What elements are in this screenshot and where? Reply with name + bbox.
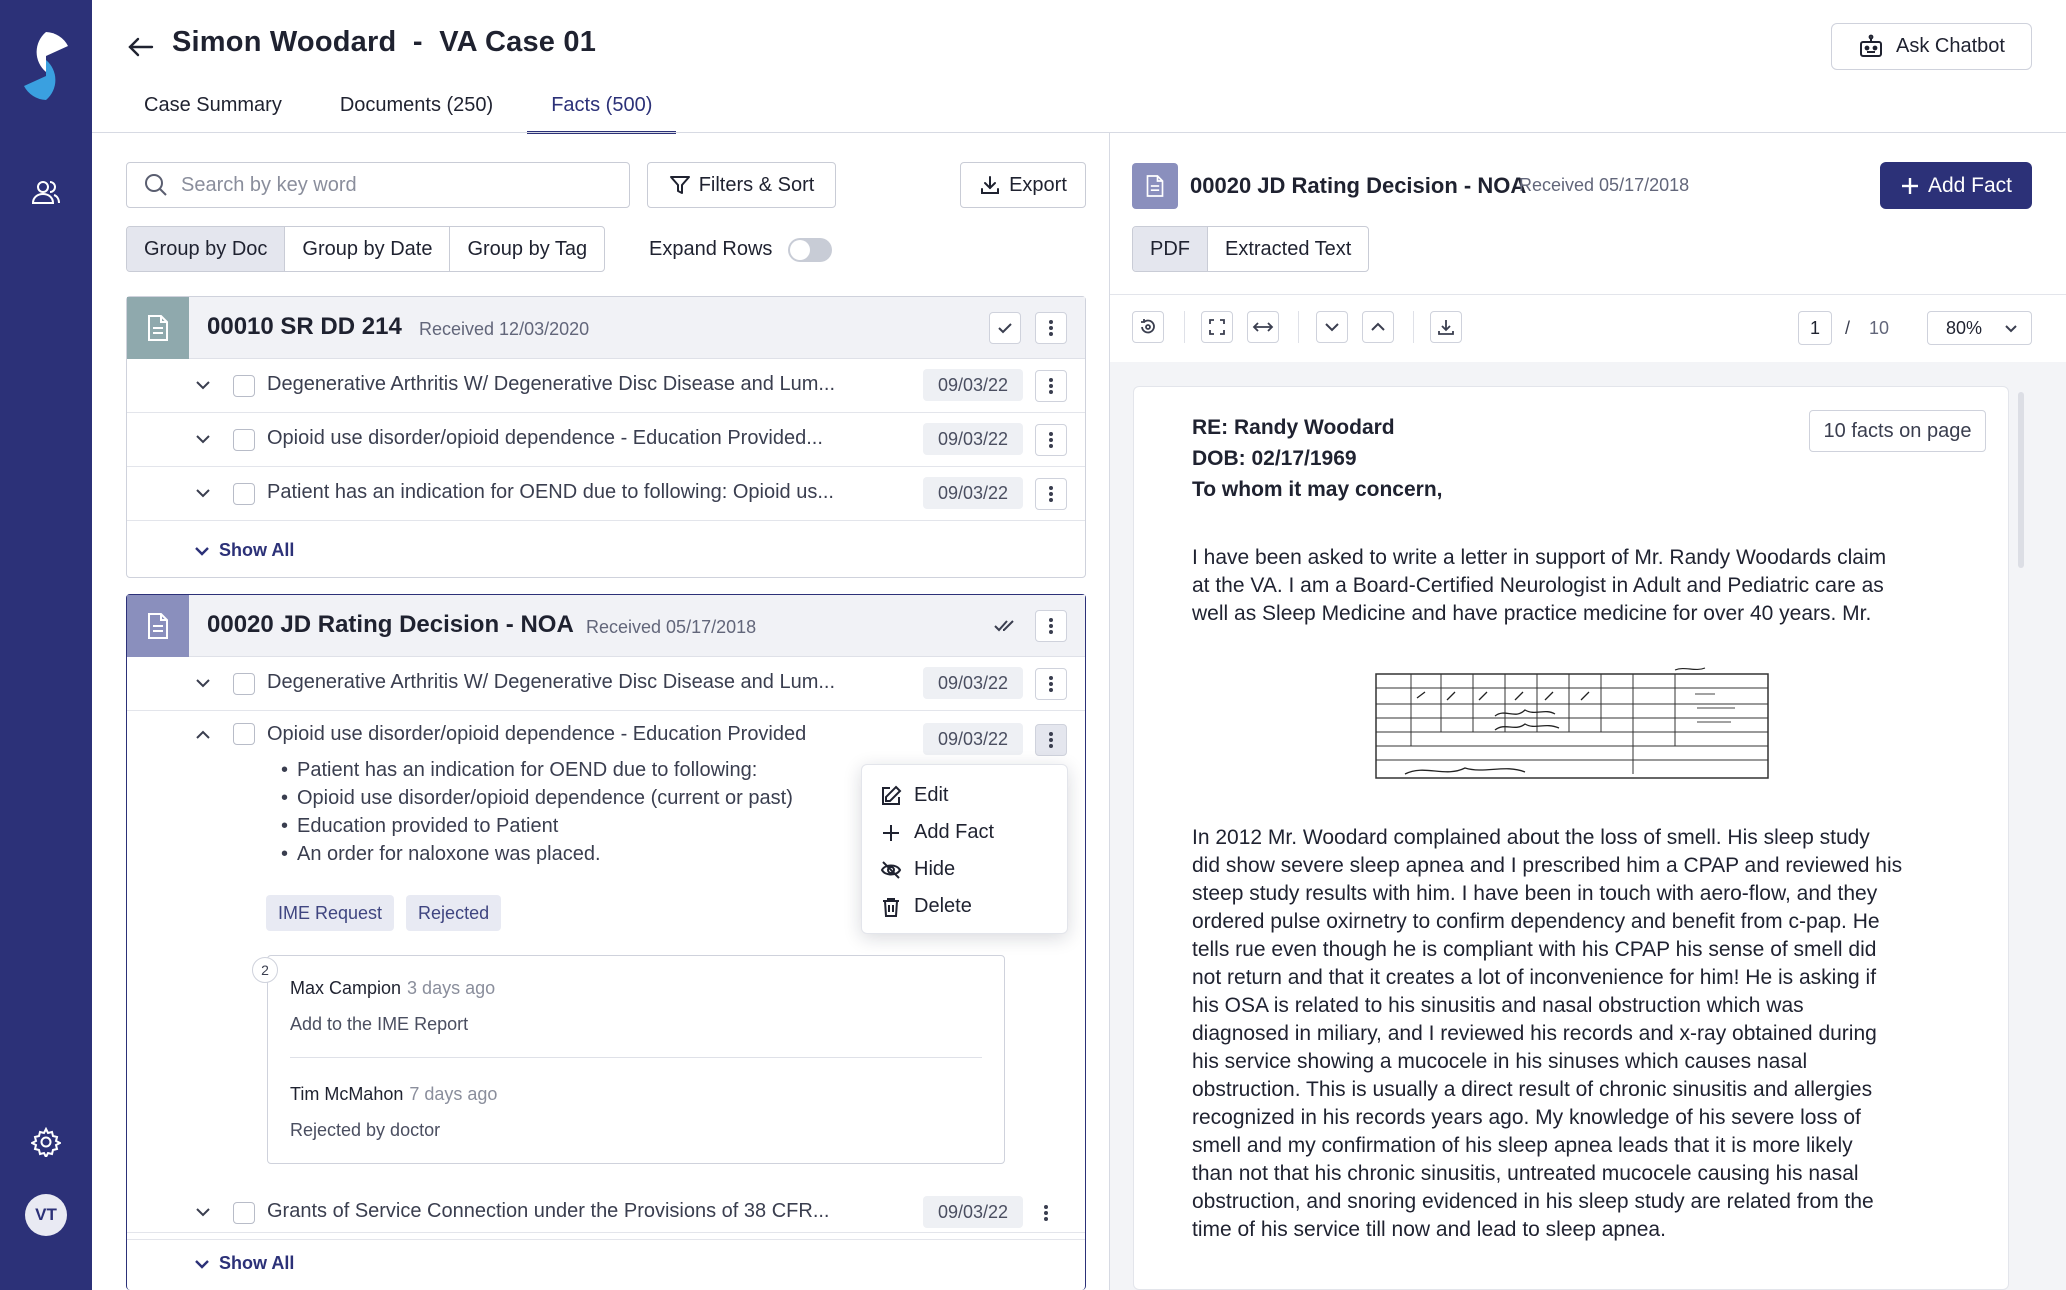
- show-all-link[interactable]: [193, 540, 294, 561]
- sidebar: [0, 0, 92, 1290]
- document-icon: [1132, 163, 1178, 209]
- letter-paragraph: I have been asked to write a letter in support of Mr. Randy Woodards claim at the VA. I am a Board-Certified Neurologist in Adult and Pediatric care as well as Sleep Medicine and have practice medicine for over 40 years. Mr.: [1192, 546, 1887, 625]
- more-vertical-icon[interactable]: [1043, 1204, 1049, 1222]
- fact-date: 09/03/22: [923, 723, 1023, 755]
- document-icon: [127, 595, 189, 657]
- comment-header: [290, 978, 495, 999]
- fact-more-button[interactable]: [1035, 724, 1067, 756]
- facts-on-page-badge[interactable]: 10 facts on page: [1809, 410, 1986, 452]
- chevron-down-icon[interactable]: [193, 1202, 213, 1222]
- tab-facts[interactable]: Facts (500): [527, 86, 676, 134]
- doc-name: 00020 JD Rating Decision - NOA: [207, 611, 574, 638]
- app-logo[interactable]: [16, 26, 76, 106]
- fact-date: 09/03/22: [923, 423, 1023, 455]
- letter-salutation: To whom it may concern,: [1192, 478, 1443, 501]
- approve-button[interactable]: [989, 312, 1021, 344]
- menu-item-hide[interactable]: [862, 851, 1067, 888]
- search-box[interactable]: [126, 162, 630, 208]
- page-number-input[interactable]: 1: [1798, 311, 1832, 345]
- tag-rejected[interactable]: Rejected: [406, 895, 501, 931]
- zoom-select[interactable]: [1927, 311, 2032, 345]
- fact-details-list: [281, 759, 793, 871]
- tag-ime-request[interactable]: IME Request: [266, 895, 394, 931]
- prev-page-icon[interactable]: [1362, 311, 1394, 343]
- search-icon: [143, 172, 169, 198]
- page-separator: /: [1845, 318, 1851, 338]
- fact-checkbox[interactable]: [233, 723, 255, 745]
- fact-row[interactable]: [127, 413, 1085, 467]
- fact-checkbox[interactable]: [233, 1202, 255, 1224]
- toolbar-separator: [1298, 311, 1299, 343]
- chevron-down-icon: [193, 542, 211, 560]
- gear-icon[interactable]: [26, 1122, 66, 1162]
- group-by-date[interactable]: Group by Date: [285, 227, 450, 271]
- fact-tags: [266, 895, 501, 931]
- header-divider: [92, 132, 2066, 133]
- ask-chatbot-button[interactable]: [1831, 23, 2032, 70]
- filters-sort-button[interactable]: [647, 162, 836, 208]
- comment-text: Add to the IME Report: [290, 1014, 469, 1034]
- menu-item-label: Hide: [914, 858, 956, 880]
- tab-case-summary[interactable]: Case Summary: [144, 94, 282, 116]
- page-total: 10: [1869, 318, 1890, 338]
- show-all-label: Show All: [219, 540, 295, 560]
- document-icon: [127, 297, 189, 359]
- chevron-down-icon[interactable]: [193, 673, 213, 693]
- fact-text: Grants of Service Connection under the Provisions of 38 CFR...: [267, 1200, 830, 1222]
- comments-box: [267, 955, 1005, 1164]
- plus-icon: [880, 822, 902, 844]
- main-tabs: [120, 86, 686, 134]
- menu-item-edit[interactable]: [862, 777, 1067, 814]
- viewer-doc-received: Received 05/17/2018: [1519, 175, 1690, 195]
- fact-detail-item: • Opioid use disorder/opioid dependence (current or past): [281, 787, 793, 809]
- zoom-value: 80%: [1946, 317, 1983, 338]
- show-all-link[interactable]: [193, 1253, 294, 1274]
- download-icon[interactable]: [1430, 311, 1462, 343]
- chevron-down-icon[interactable]: [193, 375, 213, 395]
- export-button[interactable]: [960, 162, 1086, 208]
- fact-date: 09/03/22: [923, 369, 1023, 401]
- doc-received: Received 12/03/2020: [419, 319, 590, 339]
- next-page-icon[interactable]: [1316, 311, 1348, 343]
- menu-item-delete[interactable]: [862, 888, 1067, 925]
- fact-more-button[interactable]: [1035, 478, 1067, 510]
- comment-author: Tim McMahon: [290, 1084, 404, 1104]
- comment-author: Max Campion: [290, 978, 402, 998]
- menu-item-label: Delete: [914, 895, 972, 917]
- fact-text: Degenerative Arthritis W/ Degenerative Disc Disease and Lum...: [267, 671, 836, 693]
- letter-paragraph: In 2012 Mr. Woodard complained about the loss of smell. His sleep study did show severe sleep apnea and I prescribed him a CPAP and reviewed his steep study results with him. I have been in touch with aero-flow, and they ordered pulse oxirnetry to confirm dependency and benefit from c-pap. He tells rue even though he is compliant with his CPAP his sense of smell did not return and that it creates a lot of inconvenience for him! He is asking if his OSA is related to his sinusitis and nasal obstruction which was diagnosed in miliary, and I reviewed his records and x-ray obtained during his service showing a mucocele in his sinuses which causes nasal obstruction. This is usually a direct result of chronic sinusitis and allergies recognized in his records years ago. My knowledge of his severe loss of smell and my confirmation of his sleep apnea leads that it is more likely than not that his chronic sinusitis, untreated mucocele causing his nasal obstruction, and snoring evidenced in his sleep study are related from the time of his service till now and lead to sleep apnea.: [1192, 826, 1903, 1241]
- comment-text: Rejected by doctor: [290, 1120, 441, 1140]
- doc-card: [126, 296, 1086, 578]
- comment-time: 3 days ago: [407, 978, 496, 998]
- eye-off-icon: [880, 859, 902, 881]
- chevron-up-icon[interactable]: [193, 725, 213, 745]
- doc-more-button[interactable]: [1035, 610, 1067, 642]
- fact-date: 09/03/22: [923, 1196, 1023, 1228]
- plus-icon: [1900, 176, 1920, 196]
- fact-row[interactable]: [127, 657, 1085, 711]
- doc-received: Received 05/17/2018: [586, 617, 757, 637]
- view-extracted-text[interactable]: Extracted Text: [1225, 237, 1352, 260]
- export-label: Export: [1009, 173, 1067, 196]
- double-check-icon[interactable]: [993, 615, 1017, 635]
- add-fact-label: Add Fact: [1927, 173, 2013, 197]
- avatar[interactable]: VT: [25, 1194, 67, 1236]
- fact-date: 09/03/22: [923, 477, 1023, 509]
- rotate-icon[interactable]: [1132, 311, 1164, 343]
- fact-row[interactable]: [127, 1186, 1085, 1240]
- fact-detail-item: • Education provided to Patient: [281, 815, 559, 837]
- view-mode-segmented: [1132, 226, 1369, 272]
- fact-more-button[interactable]: [1035, 668, 1067, 700]
- download-icon: [979, 174, 1001, 196]
- fact-checkbox[interactable]: [233, 483, 255, 505]
- menu-item-add-fact[interactable]: [862, 814, 1067, 851]
- fact-date: 09/03/22: [923, 667, 1023, 699]
- scanned-form-image: [1375, 664, 1769, 790]
- context-menu: [861, 764, 1068, 934]
- toolbar-separator: [1413, 311, 1414, 343]
- viewer-scrollbar[interactable]: [2018, 392, 2024, 568]
- check-icon: [996, 319, 1014, 337]
- add-fact-button[interactable]: [1880, 162, 2032, 209]
- group-by-segmented: [126, 226, 605, 272]
- fit-page-icon[interactable]: [1201, 311, 1233, 343]
- fact-checkbox[interactable]: [233, 429, 255, 451]
- fit-width-icon[interactable]: [1247, 311, 1279, 343]
- fact-row[interactable]: [127, 467, 1085, 521]
- page-title: Simon Woodard - VA Case 01: [172, 26, 597, 58]
- comment-header: [290, 1084, 497, 1105]
- fact-text: Patient has an indication for OEND due to following: Opioid us...: [267, 481, 834, 503]
- viewer-doc-name: 00020 JD Rating Decision - NOA: [1190, 173, 1527, 198]
- fact-row[interactable]: [127, 359, 1085, 413]
- menu-item-label: Edit: [914, 784, 949, 806]
- group-by-tag[interactable]: Group by Tag: [467, 237, 588, 260]
- comment-time: 7 days ago: [409, 1084, 498, 1104]
- filter-icon: [669, 174, 691, 196]
- tab-documents[interactable]: Documents (250): [339, 94, 494, 116]
- filters-sort-label: Filters & Sort: [698, 173, 815, 196]
- view-pdf[interactable]: PDF: [1133, 227, 1208, 271]
- ask-chatbot-label: Ask Chatbot: [1896, 35, 2005, 57]
- fact-more-button[interactable]: [1035, 424, 1067, 456]
- comment-count-badge: 2: [252, 957, 278, 983]
- comment-divider: [290, 1057, 982, 1058]
- fact-text: Degenerative Arthritis W/ Degenerative Disc Disease and Lum...: [267, 373, 836, 395]
- doc-card-header[interactable]: [127, 595, 1085, 657]
- doc-more-button[interactable]: [1035, 312, 1067, 344]
- chevron-down-icon: [193, 1255, 211, 1273]
- toolbar-separator: [1184, 311, 1185, 343]
- show-all-label: Show All: [219, 1253, 295, 1273]
- fact-text: Opioid use disorder/opioid dependence - Education Provided: [267, 723, 807, 745]
- doc-card-header[interactable]: [127, 297, 1085, 359]
- back-arrow-icon[interactable]: [124, 30, 158, 64]
- menu-item-label: Add Fact: [914, 821, 995, 843]
- group-by-doc[interactable]: Group by Doc: [127, 227, 285, 271]
- doc-name: 00010 SR DD 214: [207, 313, 402, 340]
- letter-dob: DOB: 02/17/1969: [1192, 447, 1357, 470]
- users-icon[interactable]: [26, 172, 66, 212]
- edit-icon: [880, 785, 902, 807]
- viewer-divider: [1110, 294, 2066, 295]
- chevron-down-icon[interactable]: [193, 483, 213, 503]
- trash-icon: [880, 896, 902, 918]
- fact-more-button[interactable]: [1035, 370, 1067, 402]
- fact-checkbox[interactable]: [233, 673, 255, 695]
- letter-re: RE: Randy Woodard: [1192, 416, 1395, 439]
- search-input[interactable]: [181, 174, 581, 197]
- chevron-down-icon: [2003, 320, 2019, 336]
- fact-detail-item: • Patient has an indication for OEND due to following:: [281, 759, 758, 781]
- expand-rows-toggle[interactable]: [788, 238, 832, 262]
- robot-icon: [1858, 34, 1884, 60]
- fact-text: Opioid use disorder/opioid dependence - Education Provided...: [267, 427, 823, 449]
- more-vertical-icon: [1048, 319, 1054, 337]
- more-vertical-icon: [1048, 617, 1054, 635]
- expand-rows-label: Expand Rows: [649, 238, 773, 260]
- fact-detail-item: • An order for naloxone was placed.: [281, 843, 601, 865]
- fact-checkbox[interactable]: [233, 375, 255, 397]
- chevron-down-icon[interactable]: [193, 429, 213, 449]
